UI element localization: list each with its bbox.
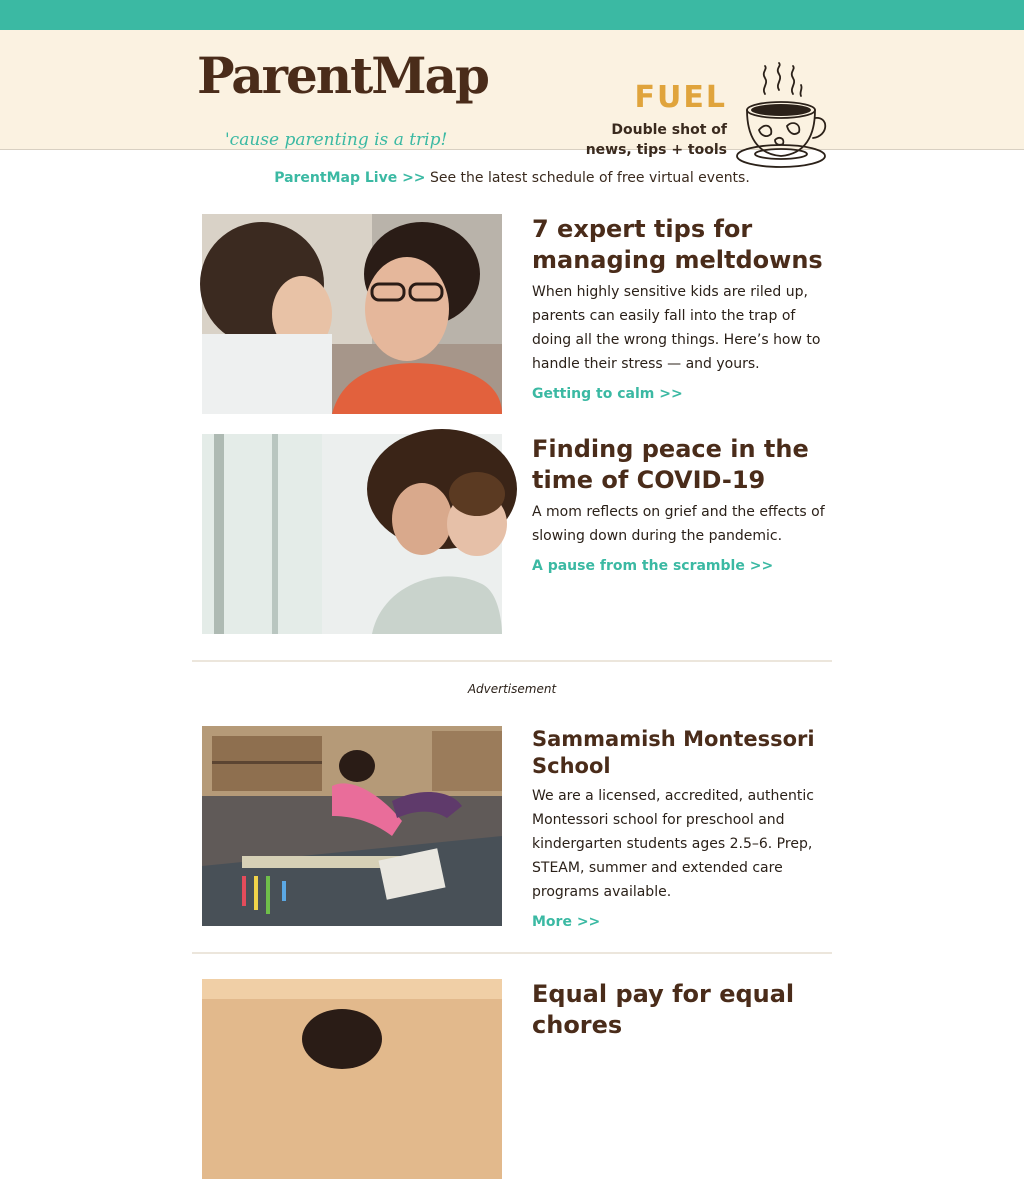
ad-link[interactable]: More >> xyxy=(532,914,601,930)
article-image-covid-peace[interactable] xyxy=(202,434,502,634)
mom-baby-window-photo xyxy=(202,434,502,634)
logo-tagline: 'cause parenting is a trip! xyxy=(225,130,448,150)
child-montessori-photo xyxy=(202,726,502,926)
article-description: When highly sensitive kids are riled up, parents can easily fall into the trap of doing all the wrong things. Here’s how to handle their stress — and yours. xyxy=(532,284,821,372)
advertisement-label: Advertisement xyxy=(467,682,557,696)
section-divider xyxy=(192,660,832,662)
parentmap-live-link[interactable]: ParentMap Live >> xyxy=(274,170,426,186)
article-text-meltdowns xyxy=(532,214,837,402)
section-divider xyxy=(192,952,832,954)
article-link[interactable]: Getting to calm >> xyxy=(532,386,683,402)
article-description: A mom reflects on grief and the effects of slowing down during the pandemic. xyxy=(532,504,825,544)
fuel-subtitle-line-1: Double shot of xyxy=(611,122,727,138)
fuel-subtitle xyxy=(567,120,727,160)
chores-photo xyxy=(202,979,502,1179)
live-events-text: See the latest schedule of free virtual events. xyxy=(425,170,750,186)
ad-montessori xyxy=(202,726,842,930)
parentmap-logo[interactable]: ParentMap xyxy=(197,46,488,105)
article-meltdowns xyxy=(202,214,842,414)
article-image-meltdowns[interactable] xyxy=(202,214,502,414)
article-title[interactable]: Finding peace in the time of COVID-19 xyxy=(532,435,809,494)
article-link[interactable]: A pause from the scramble >> xyxy=(532,558,774,574)
top-accent-bar xyxy=(0,0,1024,30)
ad-description: We are a licensed, accredited, authentic Montessori school for preschool and kindergarten students ages 2.5–6. Prep, STEAM, summer and extended care programs available. xyxy=(532,788,814,900)
fuel-subtitle-line-2: news, tips + tools xyxy=(585,142,727,158)
article-image-equal-pay[interactable] xyxy=(202,979,502,1179)
article-title[interactable]: 7 expert tips for managing meltdowns xyxy=(532,215,823,274)
coffee-cup-icon xyxy=(735,64,830,172)
ad-title[interactable]: Sammamish Montessori School xyxy=(532,727,815,778)
mother-child-photo xyxy=(202,214,502,414)
article-covid-peace xyxy=(202,434,842,634)
article-text-equal-pay xyxy=(532,979,837,1045)
article-equal-pay xyxy=(202,979,842,1039)
article-title[interactable]: Equal pay for equal chores xyxy=(532,980,795,1039)
ad-image-montessori[interactable] xyxy=(202,726,502,926)
ad-text-montessori xyxy=(532,726,837,930)
fuel-title: FUEL xyxy=(634,80,727,115)
live-events-banner xyxy=(0,168,1024,188)
article-text-covid-peace xyxy=(532,434,837,574)
newsletter-header xyxy=(0,30,1024,158)
